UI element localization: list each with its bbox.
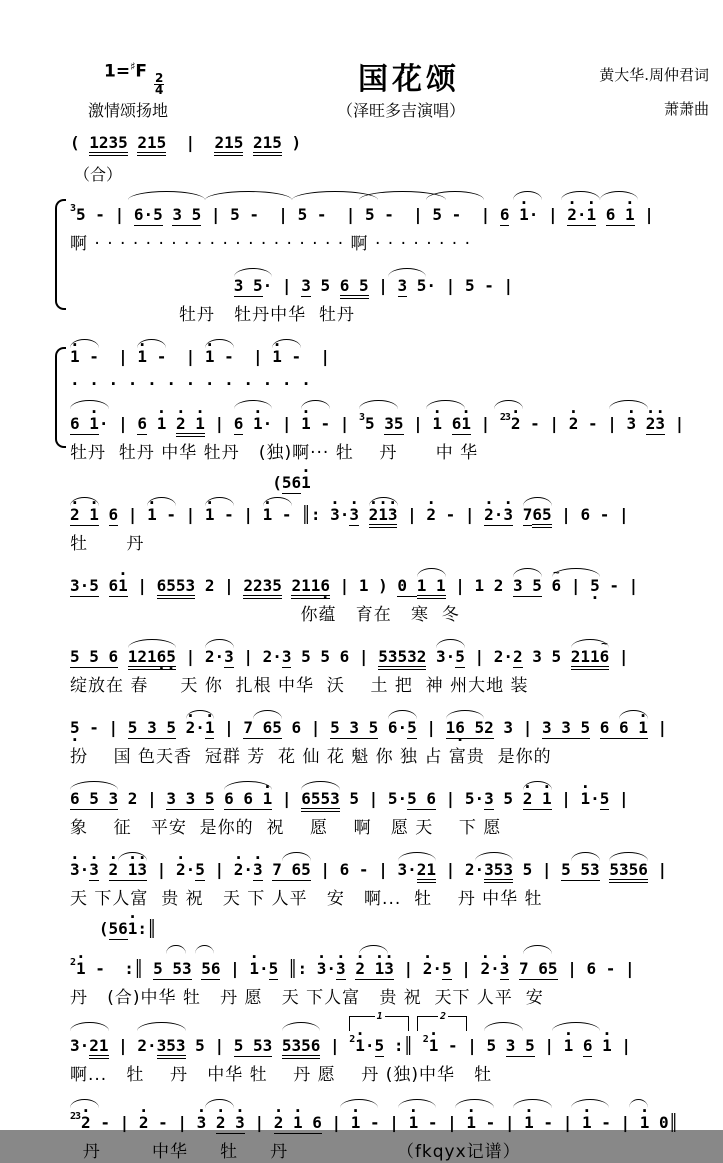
system [70,1095,709,1163]
music-line: 3·21 | 2·353 5 | 5 53 5356 | $^2$· 1·5 :║ $^2$· 1 - | 5 3 5 | · 1 6 · 1 | 1 2 [70,1018,709,1065]
choir-mark: （合） [74,165,123,184]
music-line: 6 · 1· | 6 · 1 · 2 · 1 | 6 · 1· | · 1 - | $^3$5 35 | · 1 6· 1 | $^{23}$· 2 - | · 2 - | · 3 · 2· 3 | [70,396,709,443]
volta-bracket: 1 [349,1016,409,1031]
lyricist-credit: 黄大华.周仲君词 [599,66,709,84]
system [70,848,709,939]
grace-note: 3 [70,203,76,214]
slur-arc [426,400,465,409]
slur-arc [398,852,437,861]
slur-arc [70,339,99,348]
time-denominator: 4 [155,82,164,97]
slur-arc [166,945,185,954]
header-row-2 [70,98,709,121]
grace-note: 2 [422,1034,428,1045]
slur-arc [523,497,552,506]
pickup-line: (56· 1 [70,473,709,493]
music-line: · 3·· 3 · 2 · 1· 3 | · 2·5 | · 2·· 3 7 65 | 6 - | 3·21 | 2·353 5 | 5 53 5356 | [70,848,709,889]
slur-arc [70,1022,109,1031]
music-line: $^2$· 1 - :║ 5 53 56 | · 1·5 ║: · 3·· 3 · 2 · 1· 3 | · 2·5 | · 2·· 3 7 65 | 6 - | [70,941,709,988]
slur-arc [571,1099,610,1108]
time-signature [154,70,164,97]
music-line: 5 5 6 1216 ·5 · | 2·3 | 2·3 5 5 6 | 53532 3·5 | 2·2 3 5 211~ 6 | [70,635,709,676]
slur-arc [513,1099,552,1108]
intro-line: ( 1235 215 | 215 215 ) [70,121,709,162]
slur-arc [552,568,600,577]
slur-arc [513,568,542,577]
continuation-dots-line: · · · · · · · · · · · · · [70,374,311,393]
lyrics-line: 象 征 平安 是你的 祝 愿 啊 愿 天 下 愿 [70,818,502,838]
grace-note: 3 [358,412,364,423]
slur-arc [455,1099,494,1108]
system-brace [55,347,66,448]
slur-arc [70,781,118,790]
lyrics-line: 啊 · · · · · · · · · · · · · · · · · · · · 啊 · · · · · · · · [70,234,472,254]
lyrics-line: 扮 国 色天香 冠群 芳 花 仙 花 魁 你 独 占 富贵 是你的 [70,747,552,767]
slur-arc [513,191,542,200]
music-line: · 1 - | · 1 - | · 1 - | · 1 - | [70,335,709,376]
key-note: F [135,61,148,82]
time-numerator: 2 [155,70,164,85]
slur-arc [70,400,109,409]
slur-arc [446,710,485,719]
slur-arc [571,852,600,861]
slur-arc [70,1099,99,1108]
slur-arc [417,568,446,577]
slur-arc [282,1022,321,1031]
slur-arc [398,1099,437,1108]
slur-arc [388,710,417,719]
slur-arc [340,1099,379,1108]
system [70,473,709,555]
music-line: 6 5 3 2 | 3 3 5 6 6 · 1 | 6553 5 | 5·5 6 | 5·3 5 · 2 · 1 | · 1·5 | [70,777,709,818]
sharp-accidental: ♯ [130,60,136,73]
slur-arc [263,497,292,506]
slur-arc [609,852,648,861]
slur-arc [253,710,282,719]
lyrics-line: 你蕴 育在 寒 冬 [70,605,460,625]
system [70,1011,709,1086]
music-line: · 2 · 1 6 | · 1 - | · 1 - | · 1 - ║: · 3·· 3 · 2· 1· 3 | · 2 - | · 2·· 3 765 | 6 - | [70,493,709,534]
slur-arc [234,268,273,277]
system-brace [55,199,66,310]
lyrics-line: 天 下人富 贵 祝 天 下 人平 安 啊... 牡 丹 中华 牡 [70,889,543,909]
slur-arc [205,1099,234,1108]
slur-arc [195,945,214,954]
slur-arc [369,497,398,506]
slur-arc [205,191,292,200]
lyrics-line: 牡丹 牡丹中华 牡丹 [70,305,355,325]
music-line: 3 5· | 3 5 6 5 | 3 5· | 5 - | [70,264,709,305]
system [70,635,709,697]
lyrics-line: 绽放在 春 天 你 扎根 中华 沃 土 把 神 州大地 装 [70,676,529,696]
slur-arc [128,639,176,648]
slur-arc [388,268,427,277]
grace-note: 23 [499,412,510,423]
slur-arc [282,852,311,861]
system [70,941,709,1009]
key-prefix: 1= [104,61,131,82]
slur-arc [301,781,340,790]
system [70,777,709,839]
slur-arc [205,639,234,648]
key-signature [70,60,274,96]
system [70,564,709,626]
music-line: 3·5 6· 1 | 6553 2 | 2235 2116 · | 1 ) 0 1 1 | 1 2 3 5 ~ 6 | 5 · - | [70,564,709,605]
grace-note: 2 [70,957,76,968]
score [70,187,709,1163]
system [70,187,709,326]
slur-arc [426,191,484,200]
slur-arc [205,497,234,506]
music-line: $^{23}$· 2 - | · 2 - | · 3 · 2 · 3 | · 2 · 1 6 | · 1 - | · 1 - | · 1 - | · 1 - | · 1 - | · 1 0║ [70,1095,709,1142]
lyrics-line: 啊... 牡 丹 中华 牡 丹 愿 丹 (独)中华 牡 [70,1065,493,1085]
slur-arc [128,191,205,200]
slur-arc [359,400,398,409]
slur-arc [137,1022,185,1031]
slur-arc [484,1022,523,1031]
header-row-1 [70,60,709,98]
grace-note: 2 [349,1034,355,1045]
slur-arc [523,945,552,954]
system [70,335,709,464]
slur-arc [272,339,301,348]
slur-arc [137,339,166,348]
slur-arc [205,339,234,348]
music-line: $^3$5 - | 6·5 3 5 | 5 - | 5 - | 5 - | 5 - | 6 · 1· | · 2·· 1 6 · 1 | [70,187,709,234]
music-line: 5 · - | 5 3 5 · 2·· 1 | 7 65 6 | 5 3 5 6·5 | 16 · 52 3 | 3 3 5 6 6 · 1 | [70,706,709,747]
slur-arc [552,1022,600,1031]
pickup-line: (56· 1:║ [70,919,709,939]
volta-bracket: 2 [417,1016,467,1031]
slur-arc [436,639,465,648]
system [70,706,709,768]
slur-arc [147,497,176,506]
slur-arc [609,400,648,409]
grace-note: 23 [70,1111,81,1122]
slur-arc [301,400,330,409]
song-title: 国花颂 [358,62,460,97]
composer-credit: 萧萧曲 [663,100,709,118]
tempo-marking: 激情颂扬地 [88,101,169,120]
performer-credit: （泽旺多吉演唱） [336,101,465,120]
lyrics-line: 丹 中华 牡 丹 （fkqyx记谱） [70,1142,521,1162]
slur-arc [234,400,273,409]
lyrics-line: 牡丹 牡丹 中华 牡丹 (独)啊··· 牡 丹 中 华 [70,443,479,463]
lyrics-line: 牡 丹 [70,534,145,554]
lyrics-line: 丹 (合)中华 牡 丹 愿 天 下人富 贵 祝 天下 人平 安 [70,988,544,1008]
slur-arc [475,852,514,861]
